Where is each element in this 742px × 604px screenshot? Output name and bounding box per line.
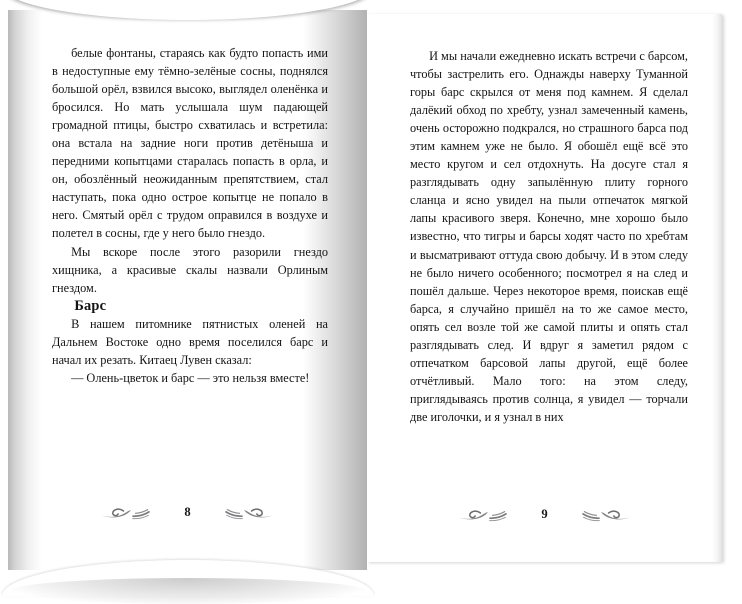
left-page-drop-shadow <box>10 578 366 604</box>
left-page <box>8 10 367 570</box>
right-page-outer-edge-shading <box>712 14 722 562</box>
chapter-title: Барс <box>74 297 107 314</box>
calligraphic-swirl-ornament <box>456 506 534 524</box>
paragraph: В нашем питомнике пятнистых оленей на Дальнем Востоке одно время поселился барс и начал их резать. Китаец Лувен сказал: <box>52 316 328 367</box>
right-page <box>367 14 722 562</box>
calligraphic-swirl-ornament <box>198 504 276 522</box>
calligraphic-swirl-ornament <box>99 504 177 522</box>
page-number: 9 <box>541 507 548 522</box>
paragraph: белые фонтаны, стараясь как будто попасть ими в недоступные ему тёмно-зелёные сосны, поднялся большой орёл, взвился высоко, выглядел оленёнка и бросился. Но мать услышала шум падающей громадной птицы, быстро схватилась и встретила: она встала на задние ноги против детёныша и передними копытцами старалась попасть в орла, и он, обозлённый неожиданным препятствием, стал наступать, пока одно острое копытце не попало в него. Смятый орёл с трудом оправился в воздухе и полетел в сосны, где у него было гнездо. <box>52 46 328 241</box>
left-page-footer <box>8 504 367 522</box>
left-page-text-column <box>52 44 328 387</box>
paragraph: И мы начали ежедневно искать встречи с барсом, чтобы застрелить его. Однажды наверху Туманной горы барс скрылся от меня под камнем. Я сделал далёкий обход по хребту, узнал замеченный камень, очень осторожно подкрался, но страшного барса под этим камнем уже не было. Я обошёл ещё всё это место кругом и сел отдохнуть. На досуге стал я разглядывать одну запылённую плиту горного сланца и ясно увидел на пыли отпечаток мягкой лапы красивого зверя. Конечно, мне хорошо было известно, что тигры и барсы ходят часто по хребтам и высматривают оттуда свою добычу. И в этом следу не было ничего особенного; посмотрел я на след и пошёл дальше. Через некоторое время, поискав ещё барса, я случайно пришёл на то же самое место, опять сел возле той же самой плиты и опять стал разглядывать след. И вдруг я заметил рядом с отпечатком барсовой лапы другой, ещё более отчётливый. Мало того: на этом следу, приглядываясь против солнца, я увидел — торчали две иголочки, и я узнал в них <box>410 49 688 424</box>
page-number: 8 <box>184 505 191 520</box>
paragraph: — Олень-цветок и барс — это нельзя вместе! <box>71 370 310 385</box>
paragraph: Мы вскоре после этого разорили гнездо хищника, а красивые скалы назвали Орлиным гнездом. <box>52 244 328 295</box>
right-page-footer <box>367 506 722 524</box>
right-page-text-column <box>410 47 688 426</box>
calligraphic-swirl-ornament <box>555 506 633 524</box>
left-page-outer-edge-shading <box>8 10 42 570</box>
